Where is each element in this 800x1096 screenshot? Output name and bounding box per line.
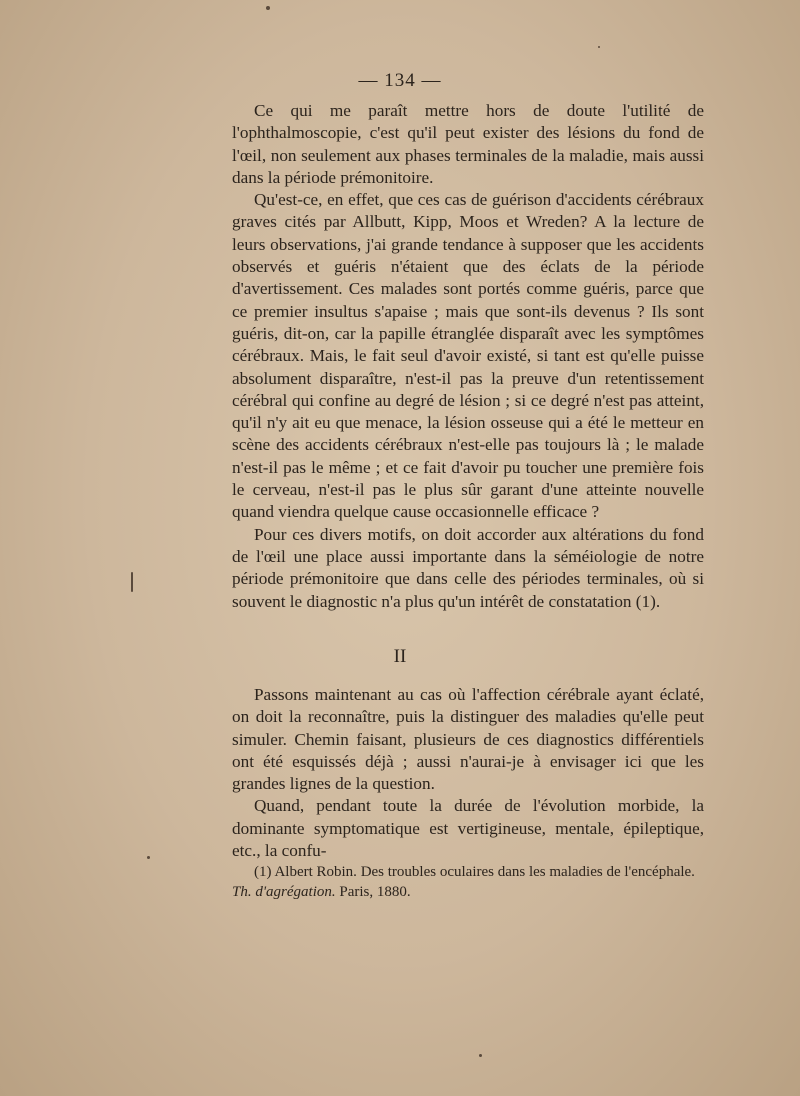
paper-speck	[479, 1054, 482, 1057]
paper-speck	[598, 46, 600, 48]
footnote-marker: (1)	[254, 864, 272, 880]
paragraph: Pour ces divers motifs, on doit accorder aux altérations du fond de l'œil une place aussi importante dans la séméiologie de notre période prémonitoire que dans celle des périodes terminales, où si souvent le diagnostic n'a plus qu'un intérêt de constatation (1).	[232, 524, 704, 611]
paragraph: Quand, pendant toute la durée de l'évolution morbide, la dominante symptomatique est vertigineuse, mentale, épileptique, etc., la confu-	[232, 796, 704, 861]
footnote-text	[232, 863, 704, 902]
footnote-title: Des troubles oculaires dans les maladies de l'encéphale.	[360, 864, 695, 880]
section-heading: II	[393, 646, 407, 667]
paragraph: Qu'est-ce, en effet, que ces cas de guérison d'accidents cérébraux graves cités par Allbutt, Kipp, Moos et Wreden? A la lecture de leurs observations, j'ai grande tendance à supposer que les accidents observés et guéris n'étaient que des éclats de la période d'avertissement. Ces malades sont portés comme guéris, parce que ce premier insultus s'apaise ; mais que sont-ils devenus ? Ils sont guéris, dit-on, car la papille étranglée disparaît avec les symptômes cérébraux. Mais, le fait seul d'avoir existé, si tant est qu'elle puisse absolument disparaître, n'est-il pas la preuve d'un retentissement cérébral qui confine au degré de lésion ; si ce degré n'est pas atteint, qu'il n'y ait eu que menace, la lésion osseuse qui a été le metteur en scène des accidents cérébraux n'est-elle pas toujours là ; le malade n'est-il pas le même ; et ce fait d'avoir pu toucher une première fois le cerveau, n'est-il pas le plus sûr garant d'une atteinte nouvelle quand viendra quelque cause occasionnelle efficace ?	[232, 190, 704, 522]
footnote	[232, 863, 704, 902]
body-text-top	[232, 100, 704, 613]
paper-speck	[147, 856, 150, 859]
footnote-place-year: Paris, 1880.	[339, 883, 411, 900]
footnote-author: Albert Robin.	[274, 864, 357, 880]
paper-speck	[266, 6, 270, 10]
paper-speck	[131, 572, 133, 592]
page-number: — 134 —	[358, 70, 442, 91]
body-text-bottom	[232, 684, 704, 862]
footnote-thesis: Th. d'agrégation.	[232, 883, 336, 900]
paragraph: Ce qui me paraît mettre hors de doute l'utilité de l'ophthalmoscopie, c'est qu'il peut exister des lésions du fond de l'œil, non seulement aux phases terminales de la maladie, mais aussi dans la période prémonitoire.	[232, 101, 704, 187]
paragraph: Passons maintenant au cas où l'affection cérébrale ayant éclaté, on doit la reconnaître, puis la distinguer des maladies qu'elle peut simuler. Chemin faisant, plusieurs de ces diagnostics différentiels ont été esquissés déjà ; aussi n'aurai-je à envisager ici que les grandes lignes de la question.	[232, 685, 704, 794]
